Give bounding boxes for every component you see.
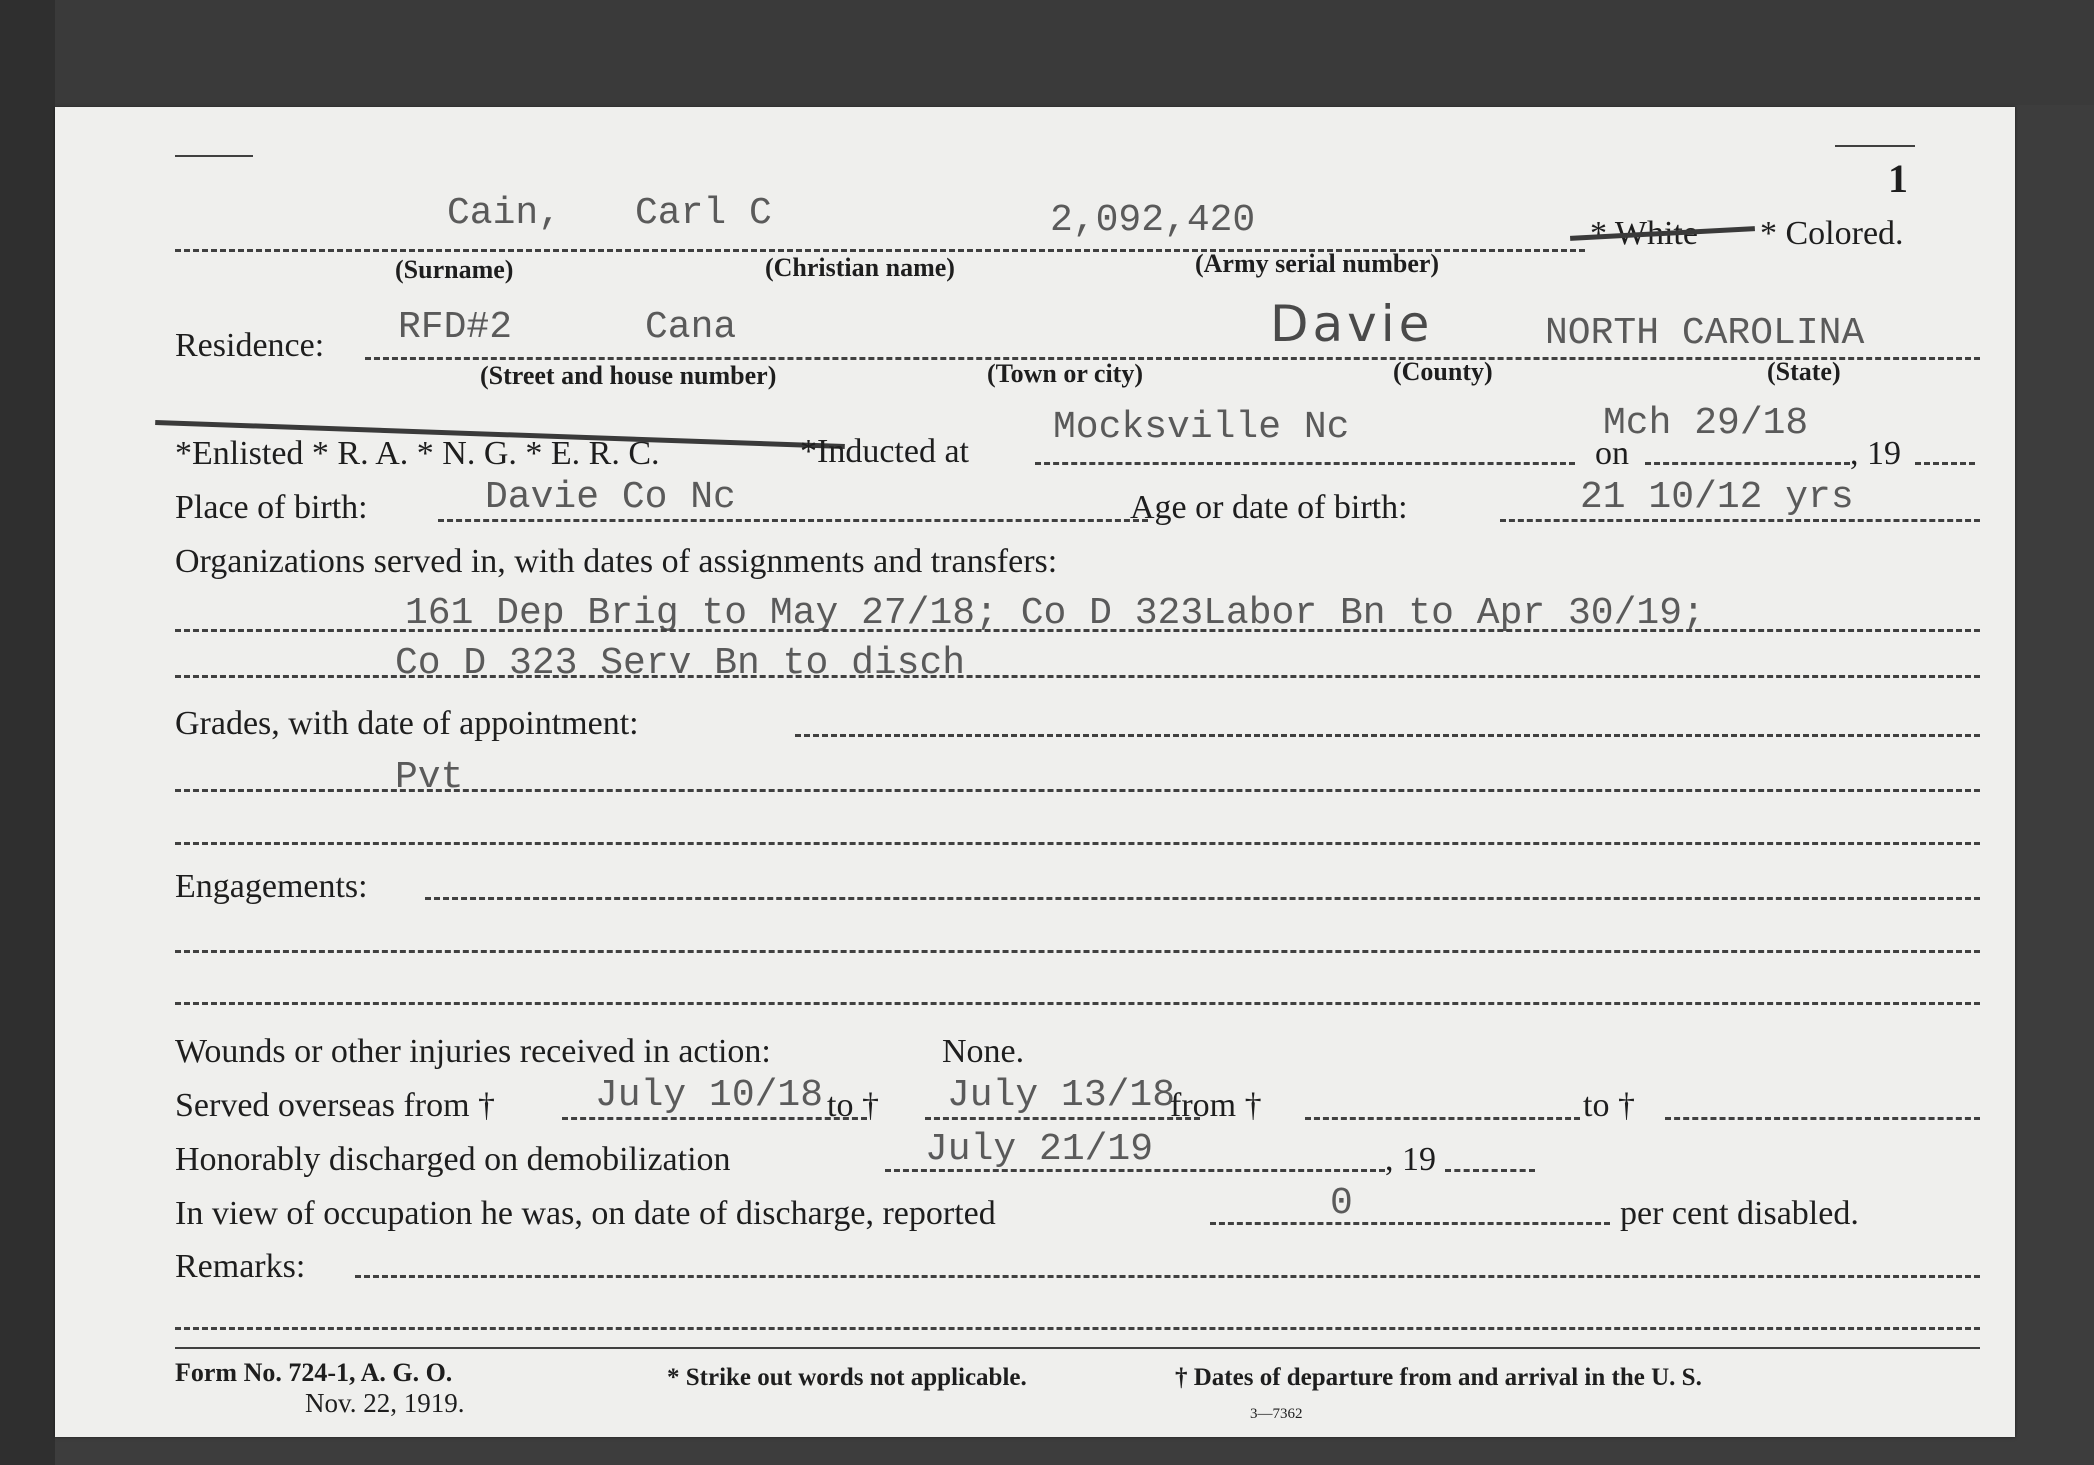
age-value: 21 10/12 yrs: [1580, 476, 1854, 519]
disability-value: 0: [1330, 1182, 1353, 1225]
residence-county-value: Davie: [1270, 295, 1434, 353]
remarks-line0: [355, 1275, 1980, 1278]
remarks-label: Remarks:: [175, 1248, 306, 1285]
overseas-from2-label: from †: [1170, 1087, 1262, 1124]
discharge-year-line: [1445, 1169, 1535, 1172]
inducted-label: *Inducted at: [800, 433, 969, 470]
grades-line1: [175, 789, 1980, 792]
discharge-label: Honorably discharged on demobilization: [175, 1141, 731, 1178]
christian-name-value: Carl C: [635, 192, 772, 235]
organizations-line1-value: 161 Dep Brig to May 27/18; Co D 323Labor Bn to Apr 30/19;: [405, 592, 1705, 635]
engagements-label: Engagements:: [175, 868, 368, 905]
surname-caption: (Surname): [395, 255, 514, 284]
overseas-to-label: to †: [827, 1087, 879, 1124]
organizations-line2: [175, 675, 1980, 678]
overseas-from-line: [562, 1117, 867, 1120]
overseas-from-value: July 10/18: [595, 1074, 824, 1117]
scanner-background-top: [0, 0, 2094, 105]
overseas-to2-line: [1665, 1117, 1980, 1120]
race-white-option: * White: [1590, 215, 1698, 252]
wounds-value: None.: [942, 1033, 1025, 1070]
overseas-from2-line: [1305, 1117, 1580, 1120]
residence-label: Residence:: [175, 327, 325, 364]
wounds-label: Wounds or other injuries received in action:: [175, 1033, 771, 1070]
inducted-year-line: [1915, 462, 1975, 465]
christian-name-caption: (Christian name): [765, 253, 955, 282]
remarks-line1: [175, 1327, 1980, 1330]
discharge-year-suffix: , 19: [1385, 1141, 1436, 1178]
enlisted-options: *Enlisted * R. A. * N. G. * E. R. C.: [175, 435, 660, 472]
residence-street-value: RFD#2: [398, 306, 513, 349]
serial-number-caption: (Army serial number): [1195, 249, 1440, 278]
inducted-place-value: Mocksville Nc: [1053, 406, 1350, 449]
county-caption: (County): [1393, 357, 1493, 386]
overseas-to-line: [925, 1117, 1200, 1120]
birth-place-line: [438, 519, 1148, 522]
age-line: [1500, 519, 1980, 522]
birth-place-label: Place of birth:: [175, 489, 368, 526]
discharge-date-line: [885, 1169, 1385, 1172]
form-date: Nov. 22, 1919.: [305, 1388, 465, 1418]
engagements-line1: [175, 950, 1980, 953]
overseas-to-value: July 13/18: [947, 1074, 1176, 1117]
top-left-rule: [175, 155, 253, 157]
disability-line: [1210, 1222, 1610, 1225]
inducted-date-value: Mch 29/18: [1603, 402, 1809, 445]
grades-line2: [175, 842, 1980, 845]
disability-suffix: per cent disabled.: [1620, 1195, 1859, 1232]
inducted-date-line: [1645, 462, 1850, 465]
inducted-year-suffix: , 19: [1850, 435, 1901, 472]
grades-label: Grades, with date of appointment:: [175, 705, 639, 742]
organizations-line1: [175, 629, 1980, 632]
residence-line: [365, 357, 1980, 360]
town-caption: (Town or city): [987, 359, 1143, 388]
birth-place-value: Davie Co Nc: [485, 476, 736, 519]
engagements-line0: [425, 897, 1980, 900]
card-number: 1: [1888, 156, 1908, 201]
scanner-background-left: [0, 0, 55, 1465]
residence-state-value: NORTH CAROLINA: [1545, 312, 1865, 355]
state-caption: (State): [1767, 357, 1841, 386]
inducted-on-label: on: [1595, 435, 1629, 472]
serial-number-value: 2,092,420: [1050, 199, 1256, 242]
organizations-label: Organizations served in, with dates of assignments and transfers:: [175, 543, 1058, 580]
street-caption: (Street and house number): [480, 361, 777, 390]
service-record-card: [55, 107, 2015, 1437]
disability-label: In view of occupation he was, on date of discharge, reported: [175, 1195, 996, 1232]
form-number: Form No. 724-1, A. G. O.: [175, 1358, 453, 1387]
surname-value: Cain,: [447, 192, 562, 235]
residence-town-value: Cana: [645, 306, 737, 349]
top-right-rule: [1835, 145, 1915, 147]
grades-line0: [795, 734, 1980, 737]
footnote-strike: * Strike out words not applicable.: [667, 1364, 1027, 1391]
print-code: 3—7362: [1250, 1406, 1303, 1422]
overseas-to2-label: to †: [1583, 1087, 1635, 1124]
overseas-from-label: Served overseas from †: [175, 1087, 496, 1124]
organizations-line2-value: Co D 323 Serv Bn to disch: [395, 642, 966, 685]
footnote-dates: † Dates of departure from and arrival in the U. S.: [1175, 1364, 1702, 1391]
inducted-place-line: [1035, 462, 1575, 465]
engagements-line2: [175, 1002, 1980, 1005]
discharge-date-value: July 21/19: [925, 1128, 1154, 1171]
grade-value: Pvt: [395, 756, 464, 799]
race-colored-option: * Colored.: [1760, 215, 1904, 252]
footer-rule: [175, 1347, 1980, 1349]
age-label: Age or date of birth:: [1130, 489, 1408, 526]
